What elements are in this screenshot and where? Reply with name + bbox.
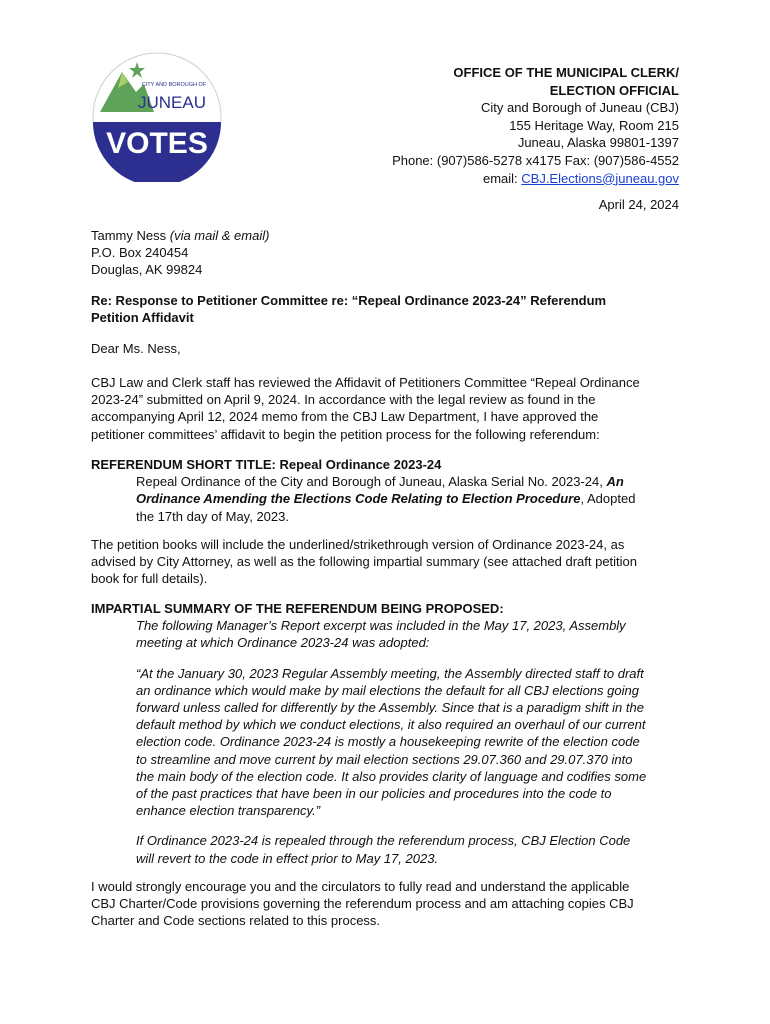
paragraph-line: I would strongly encourage you and the circulators to fully read and understand the applicable (91, 879, 630, 894)
paragraph-line: Charter and Code sections related to this process. (91, 913, 381, 929)
cbj-votes-logo (92, 52, 222, 182)
quote-line: an ordinance which would make by mail elections the default for all CBJ elections going (136, 682, 639, 698)
phone-fax: Phone: (907)586-5278 x4175 Fax: (907)586-4552 (392, 152, 679, 168)
recipient-po-box: P.O. Box 240454 (91, 245, 189, 261)
impartial-quote (91, 665, 681, 820)
quote-line: “At the January 30, 2023 Regular Assembly meeting, the Assembly directed staff to draft (136, 665, 644, 681)
paragraph-line: CBJ Law and Clerk staff has reviewed the Affidavit of Petitioners Committee “Repeal Ordinance (91, 375, 640, 390)
email-link[interactable]: CBJ.Elections@juneau.gov (521, 170, 679, 186)
letter-date: April 24, 2024 (598, 197, 679, 212)
recipient-via: (via mail & email) (169, 228, 270, 243)
recipient-address (91, 227, 681, 279)
quote-line: of the past practices that have been in our policies and procedures into the code to (136, 786, 612, 802)
impartial-repeal-note (91, 832, 681, 866)
referendum-line1 (91, 473, 681, 490)
paragraph-line: accompanying April 12, 2024 memo from the CBJ Law Department, I have approved the (91, 409, 599, 425)
ordinance-title: Ordinance Amending the Elections Code Relating to Election Procedure (136, 491, 581, 507)
referendum-line1-emphasis: An (606, 474, 624, 490)
city-address: Juneau, Alaska 99801-1397 (517, 135, 679, 151)
quote-line: to streamline and move current by mail election sections 29.07.360 and 29.07.370 into (136, 751, 633, 767)
referendum-section (91, 456, 681, 525)
paragraph-line: The following Manager’s Report excerpt was included in the May 17, 2023, Assembly (136, 618, 626, 634)
referendum-line2-plain: , Adopted (580, 491, 636, 507)
paragraph-line: petitioner committees’ affidavit to begin the petition process for the following referendum: (91, 426, 600, 442)
logo-juneau-text: JUNEAU (137, 93, 207, 112)
referendum-line2 (91, 490, 681, 507)
quote-line: election code. Ordinance 2023-24 is mostly a housekeeping rewrite of the election code (136, 734, 640, 750)
paragraph-line: The petition books will include the underlined/strikethrough version of Ordinance 2023-24, as (91, 537, 625, 552)
paragraph-closing (91, 878, 681, 930)
logo-org-text: CITY AND BOROUGH OF (141, 82, 207, 88)
email-line (299, 170, 679, 188)
impartial-summary-heading: IMPARTIAL SUMMARY OF THE REFERENDUM BEING PROPOSED: (91, 601, 504, 616)
sender-header (299, 64, 679, 187)
recipient-name-line (91, 227, 681, 244)
paragraph-line: CBJ Charter/Code provisions governing the referendum process and am attaching copies CBJ (91, 896, 634, 912)
quote-line: forward unless called for differently by the Assembly. Since that is a paradigm shift in the (136, 700, 644, 716)
subject-line-2: Petition Affidavit (91, 310, 194, 326)
impartial-summary-section (91, 600, 681, 867)
paragraph-line: will revert to the code in effect prior to May 17, 2023. (136, 850, 439, 866)
office-title-line1: OFFICE OF THE MUNICIPAL CLERK/ (453, 65, 679, 80)
quote-line: default method by which we conduct elections, it also required an overhaul of our current (136, 717, 646, 733)
paragraph-petition-books (91, 536, 681, 588)
quote-line: the main body of the election code. It also provides clarity of language and codifies some (136, 768, 647, 784)
subject-line (91, 292, 681, 326)
email-label: email: (482, 170, 522, 186)
paragraph-approval (91, 374, 681, 443)
paragraph-line: If Ordinance 2023-24 is repealed through the referendum process, CBJ Election Code (136, 833, 631, 849)
street-address: 155 Heritage Way, Room 215 (509, 117, 679, 133)
subject-line-1: Re: Response to Petitioner Committee re: “Repeal Ordinance 2023-24” Referendum (91, 293, 607, 308)
referendum-line3: the 17th day of May, 2023. (136, 508, 289, 524)
paragraph-line: book for full details). (91, 571, 208, 587)
referendum-line1-plain: Repeal Ordinance of the City and Borough of Juneau, Alaska Serial No. 2023-24, (136, 474, 607, 490)
paragraph-line: 2023-24” submitted on April 9, 2024. In accordance with the legal review as found in the (91, 392, 596, 408)
logo-votes-text: VOTES (106, 127, 208, 160)
org-name: City and Borough of Juneau (CBJ) (481, 100, 679, 116)
paragraph-line: meeting at which Ordinance 2023-24 was adopted: (136, 635, 430, 651)
impartial-intro (91, 617, 681, 651)
recipient-city: Douglas, AK 99824 (91, 262, 203, 278)
recipient-name: Tammy Ness (91, 228, 167, 243)
referendum-heading: REFERENDUM SHORT TITLE: Repeal Ordinance 2023-24 (91, 457, 442, 472)
quote-line: enhance election transparency.” (136, 803, 321, 819)
paragraph-line: advised by City Attorney, as well as the following impartial summary (see attached draft petition (91, 554, 638, 570)
salutation: Dear Ms. Ness, (91, 341, 181, 356)
office-title-line2: ELECTION OFFICIAL (549, 82, 679, 98)
